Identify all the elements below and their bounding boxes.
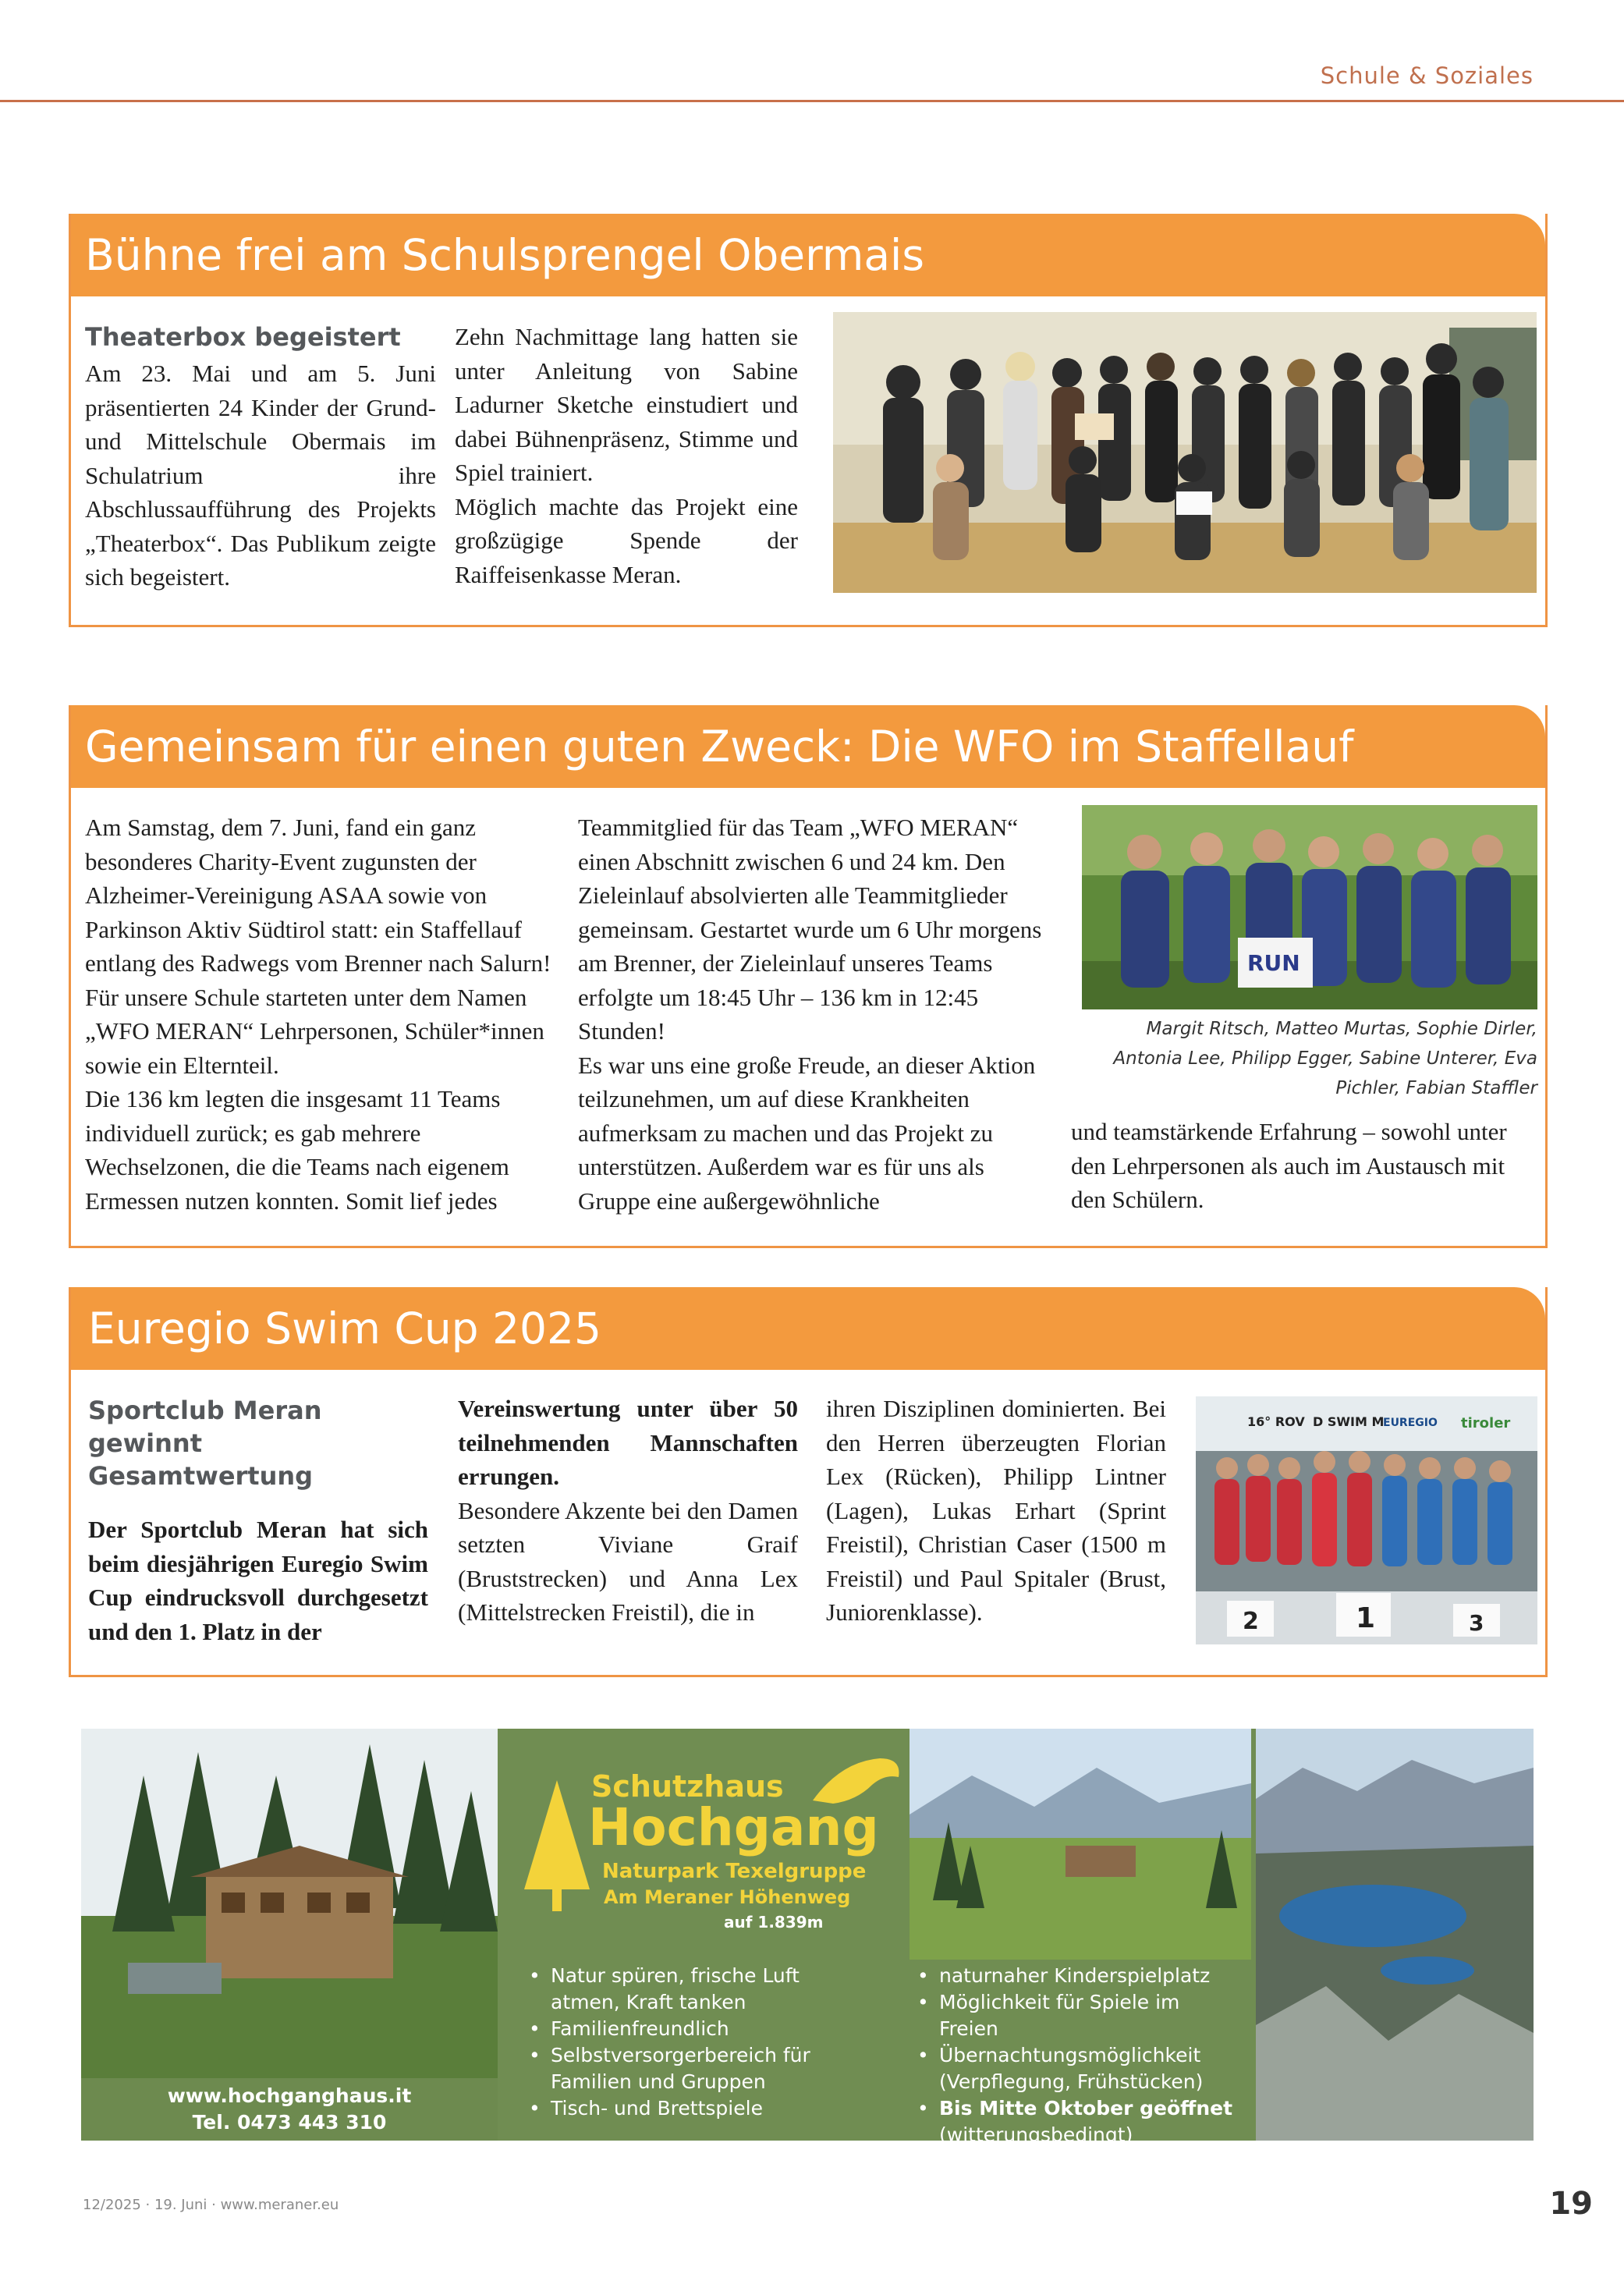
article-swim-text1: Der Sportclub Meran hat sich beim diesjährigen Euregio Swim Cup eindrucksvoll durchgesetzt und den 1. Platz in der (88, 1516, 428, 1645)
ad-opening-note: (witterungsbedingt) (939, 2123, 1133, 2146)
article-theater-text1: Am 23. Mai und am 5. Juni präsentierten 24 Kinder der Grund- und Mittelschule Obermais im Schulatrium ihre Abschlussaufführung des Projekts „Theaterbox“. Das Publikum zeigte sich begeistert. (85, 360, 436, 591)
ad-feature-item: • Möglichkeit für Spiele im Freien (917, 1989, 1245, 2042)
footer-issue: 12/2025 · 19. Juni · www.meraner.eu (83, 2197, 339, 2213)
article-relay-title: Gemeinsam für einen guten Zweck: Die WFO im Staffellauf (71, 705, 1545, 788)
swim-podium-photo (1196, 1396, 1537, 1644)
ad-contact-block (81, 2078, 498, 2141)
article-swim-col3 (826, 1392, 1166, 1630)
ad-phone: Tel. 0473 443 310 (192, 2111, 387, 2134)
podium-first: 1 (1356, 1602, 1376, 1634)
article-swim-subtitle: Sportclub Meran gewinnt Gesamtwertung (88, 1396, 322, 1491)
ad-logo-line3: Naturpark Texelgruppe (602, 1860, 867, 1883)
mountain-hut-photo (81, 1729, 498, 2078)
article-relay-text1b: Die 136 km legten die insgesamt 11 Teams individuell zurück; es gab mehrere Wechselzonen, die die Teams nach eigenem Ermessen nutzen konnten. Somit lief jedes (85, 1085, 509, 1215)
relay-photo-caption: Margit Ritsch, Matteo Murtas, Sophie Dirler, Antonia Lee, Philipp Egger, Sabine Unterer, Eva Pichler, Fabian Staffler (1113, 1019, 1537, 1098)
page-number: 19 (1549, 2186, 1593, 2222)
article-relay-text2: Teammitglied für das Team „WFO MERAN“ einen Abschnitt zwischen 6 und 24 km. Den Zieleinlauf absolvierten alle Teammitglieder gemeinsam. Gestartet wurde um 6 Uhr morgens am Brenner, der Zieleinlauf unseres Teams erfolgte um 18:45 Uhr – 136 km in 12:45 Stunden! (578, 814, 1042, 1045)
article-swim-col1 (88, 1394, 428, 1648)
ad-logo-line2: Hochgang (588, 1797, 879, 1857)
article-swim-text3: ihren Disziplinen dominierten. Bei den Herren überzeugten Florian Lex (Rücken), Philipp Lintner (Lagen), Lukas Erhart (Sprint Freistil), Christian Caser (1500 m Freistil) und Paul Spitaler (Brust, Juniorenklasse). (826, 1395, 1166, 1626)
article-theater-col1 (85, 321, 436, 594)
ad-feature-item: • naturnaher Kinderspielplatz (917, 1963, 1245, 1989)
ad-feature-item-bold (917, 2095, 1245, 2148)
podium-second: 2 (1243, 1608, 1259, 1635)
swim-banner-sponsor2: tiroler (1461, 1415, 1511, 1431)
swim-banner-sponsor1: EUREGIO (1383, 1417, 1438, 1429)
article-swim-col2 (458, 1392, 798, 1630)
theater-group-photo (833, 312, 1537, 593)
article-theater-text2b: Möglich machte das Projekt eine großzügige Spende der Raiffeisenkasse Meran. (455, 492, 798, 588)
article-relay-text2b: Es war uns eine große Freude, an dieser Aktion teilzunehmen, um auf diese Krankheiten aufmerksam zu machen und das Projekt zu unterstützen. Außerdem war es für uns als Gruppe eine außergewöhnliche (578, 1051, 1036, 1215)
ad-features-list-1 (529, 1963, 856, 2122)
swim-banner-left: 16° ROV (1247, 1414, 1305, 1429)
section-label: Schule & Soziales (1320, 62, 1534, 89)
ad-logo-line4: Am Meraner Höhenweg (604, 1886, 851, 1908)
article-relay-col1 (85, 811, 561, 1218)
ad-feature-item: • Übernachtungsmöglichkeit (Verpflegung, Frühstücken) (917, 2042, 1245, 2095)
ad-website-link[interactable]: www.hochganghaus.it (167, 2084, 412, 2107)
article-theater-title: Bühne frei am Schulsprengel Obermais (71, 214, 1545, 296)
article-relay (69, 705, 1548, 1248)
ad-logo-line1: Schutzhaus (591, 1769, 784, 1804)
ad-feature-item: • Selbstversorgerbereich für Familien und Gruppen (529, 2042, 856, 2095)
article-theater-col2 (455, 320, 798, 591)
article-swim (69, 1287, 1548, 1677)
article-theater (69, 214, 1548, 627)
ad-feature-item: • Tisch- und Brettspiele (529, 2095, 856, 2122)
article-swim-text2: Besondere Akzente bei den Damen setzten Viviane Graif (Bruststrecken) und Anna Lex (Mittelstrecken Freistil), die in (458, 1496, 798, 1626)
hochganghaus-advert (81, 1729, 1534, 2146)
header-rule (0, 100, 1624, 102)
ad-feature-item: • Familienfreundlich (529, 2016, 856, 2042)
podium-third: 3 (1469, 1610, 1484, 1636)
mountain-lake-photo (1256, 1729, 1534, 2141)
article-relay-col2 (578, 811, 1046, 1218)
alpine-meadow-photo (910, 1729, 1251, 1960)
swim-banner-mid: D SWIM M (1313, 1414, 1385, 1429)
ad-altitude: auf 1.839m (724, 1913, 824, 1932)
relay-team-photo (1082, 805, 1537, 1009)
article-swim-text2-bold: Vereinswertung unter über 50 teilnehmenden Mannschaften errungen. (458, 1395, 798, 1490)
article-relay-text3: und teamstärkende Erfahrung – sowohl unter den Lehrpersonen als auch im Austausch mit den Schülern. (1071, 1118, 1507, 1213)
article-relay-col3 (1071, 1115, 1539, 1217)
article-theater-text2: Zehn Nachmittage lang hatten sie unter Anleitung von Sabine Ladurner Sketche einstudiert und dabei Bühnenpräsenz, Stimme und Spiel trainiert. (455, 323, 798, 486)
ad-features-list-2 (917, 1963, 1245, 2148)
article-theater-subtitle: Theaterbox begeistert (85, 322, 401, 352)
relay-sign-text: RUN (1247, 950, 1300, 976)
tree-logo-icon (518, 1780, 596, 1913)
article-swim-title: Euregio Swim Cup 2025 (71, 1287, 1545, 1370)
ad-opening-hint: Bis Mitte Oktober geöffnet (939, 2097, 1233, 2120)
ad-feature-item: • Natur spüren, frische Luft atmen, Kraft tanken (529, 1963, 856, 2016)
article-relay-text1: Am Samstag, dem 7. Juni, fand ein ganz besonderes Charity-Event zugunsten der Alzheimer-Vereinigung ASAA sowie von Parkinson Aktiv Südtirol statt: ein Staffellauf entlang des Radwegs vom Brenner nach Salurn! Für unsere Schule starteten unter dem Namen „WFO MERAN“ Lehrpersonen, Schüler*innen sowie ein Elternteil. (85, 814, 551, 1079)
